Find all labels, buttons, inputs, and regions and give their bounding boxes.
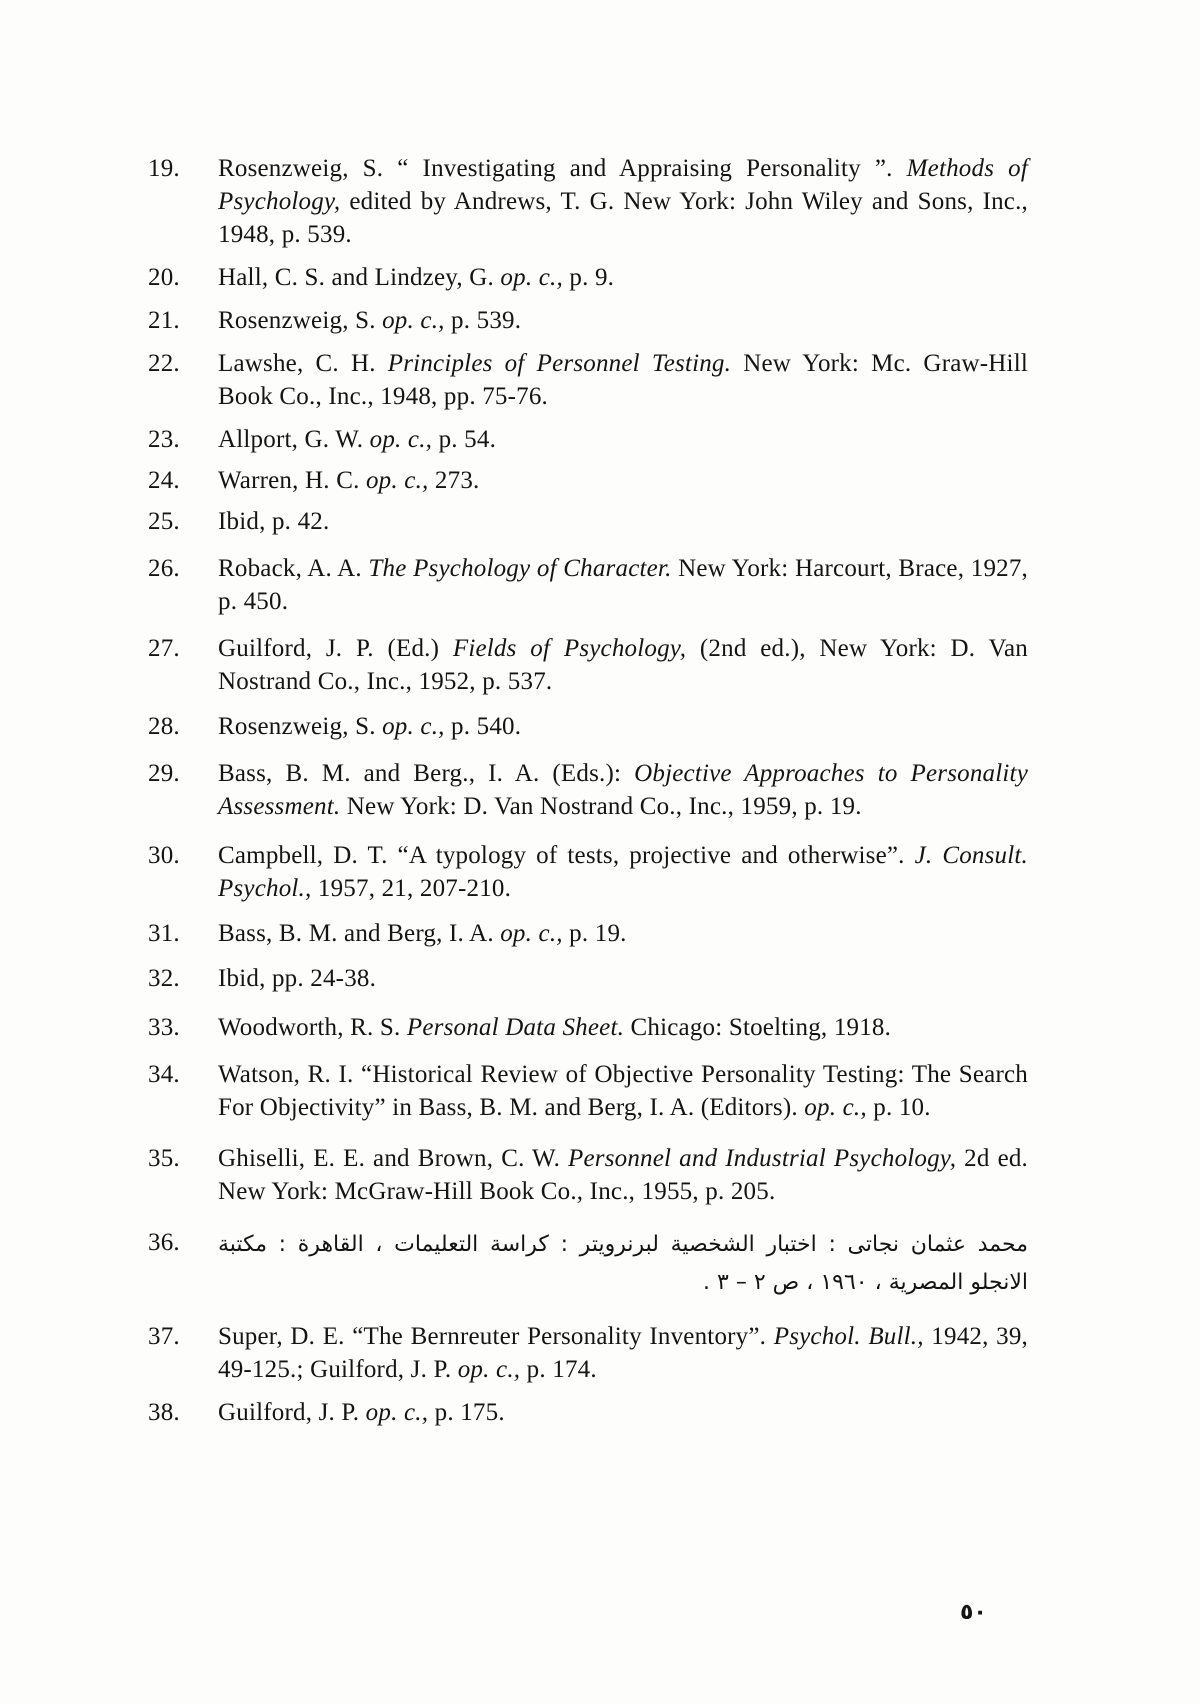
reference-title: Psychol. Bull., <box>773 1323 924 1350</box>
reference-item <box>148 505 1028 538</box>
reference-segment: 1957, 21, 207-210. <box>311 875 512 902</box>
reference-segment: 273. <box>428 467 480 494</box>
reference-text <box>218 962 1028 995</box>
reference-title: Personnel and Industrial Psychology, <box>568 1145 957 1172</box>
reference-segment: Watson, R. I. “Historical Review of Objective Personality Testing: The Search For Objectivity” in Bass, B. M. and Berg, I. A. (Editors). <box>218 1061 1028 1121</box>
reference-number: 34. <box>148 1061 180 1088</box>
reference-title: J. Consult. Psychol., <box>218 842 1029 902</box>
reference-segment: p. 540. <box>444 713 522 740</box>
reference-item <box>148 423 1028 456</box>
reference-segment: p. 10. <box>866 1094 931 1121</box>
reference-number: 21. <box>148 307 180 334</box>
reference-segment: Super, D. E. “The Bernreuter Personality Inventory”. <box>218 1323 774 1350</box>
reference-title: op. c., <box>382 307 445 334</box>
reference-item <box>148 1396 1028 1429</box>
reference-number: 26. <box>148 555 180 582</box>
reference-title: Objective Approaches to Personality Assessment. <box>218 760 1028 820</box>
reference-text <box>218 1058 1028 1124</box>
reference-segment: Ibid, p. 42. <box>218 508 330 535</box>
reference-item <box>148 552 1028 618</box>
reference-segment: محمد عثمان نجاتى : اختبار الشخصية لبرنرويتر : كراسة التعليمات ، القاهرة : مكتبة الانجلو المصرية ، ١٩٦٠ ، ص ٢ – ٣ . <box>218 1232 1028 1295</box>
reference-number: 35. <box>148 1145 180 1172</box>
reference-segment: Guilford, J. P. <box>218 1399 366 1426</box>
reference-segment: 2d ed. New York: McGraw-Hill Book Co., Inc., 1955, p. 205. <box>218 1145 1029 1205</box>
reference-segment: New York: D. Van Nostrand Co., Inc., 1959, p. 19. <box>340 793 862 820</box>
reference-number: 37. <box>148 1323 180 1350</box>
reference-segment: Roback, A. A. <box>218 555 369 582</box>
reference-segment: Chicago: Stoelting, 1918. <box>624 1014 892 1041</box>
reference-text <box>218 1320 1028 1386</box>
reference-text <box>218 839 1028 905</box>
reference-text <box>218 1011 1028 1044</box>
reference-segment: Guilford, J. P. (Ed.) <box>218 635 453 662</box>
reference-number: 20. <box>148 264 180 291</box>
reference-item <box>148 757 1028 823</box>
reference-item <box>148 1320 1028 1386</box>
reference-text-arabic <box>218 1226 1028 1302</box>
reference-number: 24. <box>148 467 180 494</box>
reference-title: op. c., <box>382 713 445 740</box>
reference-title: Fields of Psychology, <box>452 635 687 662</box>
reference-title: op. c., <box>804 1094 867 1121</box>
reference-segment: Allport, G. W. <box>218 426 370 453</box>
reference-list <box>148 142 1028 1429</box>
reference-segment: Ibid, pp. 24-38. <box>218 965 377 992</box>
reference-segment: New York: Mc. Graw-Hill Book Co., Inc., 1948, pp. 75-76. <box>218 350 1028 410</box>
reference-title: Principles of Personnel Testing. <box>387 350 732 377</box>
reference-item <box>148 1058 1028 1124</box>
reference-title: The Psychology of Character. <box>368 555 672 582</box>
reference-number: 23. <box>148 426 180 453</box>
reference-text <box>218 261 1028 294</box>
reference-number: 32. <box>148 965 180 992</box>
reference-item <box>148 347 1028 413</box>
reference-text <box>218 710 1028 743</box>
reference-item <box>148 632 1028 698</box>
reference-segment: Rosenzweig, S. “ Investigating and Appraising Personality ”. <box>218 155 907 182</box>
reference-number: 31. <box>148 920 180 947</box>
reference-item <box>148 839 1028 905</box>
reference-item <box>148 261 1028 294</box>
reference-segment: Bass, B. M. and Berg., I. A. (Eds.): <box>218 760 635 787</box>
reference-number: 25. <box>148 508 180 535</box>
reference-segment: Rosenzweig, S. <box>218 713 383 740</box>
reference-item <box>148 304 1028 337</box>
reference-segment: p. 19. <box>562 920 627 947</box>
reference-number: 22. <box>148 350 180 377</box>
reference-segment: Bass, B. M. and Berg, I. A. <box>218 920 501 947</box>
reference-segment: p. 9. <box>562 264 615 291</box>
reference-text <box>218 464 1028 497</box>
reference-segment: Woodworth, R. S. <box>218 1014 407 1041</box>
reference-text <box>218 304 1028 337</box>
reference-text <box>218 757 1028 823</box>
reference-segment: p. 175. <box>428 1399 505 1426</box>
reference-item <box>148 710 1028 743</box>
reference-segment: (2nd ed.), New York: D. Van Nostrand Co., Inc., 1952, p. 537. <box>218 635 1028 695</box>
reference-number: 19. <box>148 155 180 182</box>
reference-item <box>148 1142 1028 1208</box>
reference-text <box>218 1396 1028 1429</box>
reference-text <box>218 1142 1028 1208</box>
reference-text <box>218 152 1028 251</box>
reference-title: Methods of Psychology, <box>218 155 1028 215</box>
reference-number: 29. <box>148 760 180 787</box>
reference-text <box>218 552 1028 618</box>
reference-title: op. c., <box>369 426 433 453</box>
reference-segment: Warren, H. C. <box>218 467 366 494</box>
reference-segment: Campbell, D. T. “A typology of tests, projective and otherwise”. <box>218 842 915 869</box>
reference-title: Personal Data Sheet. <box>406 1014 625 1041</box>
reference-segment: Rosenzweig, S. <box>218 307 383 334</box>
reference-segment: 1942, 39, 49-125.; Guilford, J. P. <box>218 1323 1028 1383</box>
reference-segment: Lawshe, C. H. <box>218 350 388 377</box>
reference-text <box>218 505 1028 538</box>
reference-title: op. c., <box>365 467 429 494</box>
reference-number: 36. <box>148 1229 180 1256</box>
reference-segment: edited by Andrews, T. G. New York: John Wiley and Sons, Inc., 1948, p. 539. <box>218 188 1028 248</box>
reference-segment: Hall, C. S. and Lindzey, G. <box>218 264 501 291</box>
reference-title: op. c., <box>365 1399 429 1426</box>
reference-segment: Ghiselli, E. E. and Brown, C. W. <box>218 1145 569 1172</box>
reference-item <box>148 1226 1028 1302</box>
reference-segment: p. 54. <box>432 426 497 453</box>
page-number: ٥٠ <box>960 1600 987 1625</box>
reference-number: 28. <box>148 713 180 740</box>
reference-text <box>218 632 1028 698</box>
reference-number: 30. <box>148 842 180 869</box>
reference-segment: New York: Harcourt, Brace, 1927, p. 450. <box>218 555 1028 615</box>
reference-item <box>148 152 1028 251</box>
reference-item <box>148 962 1028 995</box>
reference-text <box>218 347 1028 413</box>
reference-number: 38. <box>148 1399 180 1426</box>
reference-item <box>148 917 1028 950</box>
reference-title: op. c., <box>457 1356 521 1383</box>
reference-text <box>218 423 1028 456</box>
reference-number: 27. <box>148 635 180 662</box>
reference-item <box>148 464 1028 497</box>
reference-segment: p. 539. <box>444 307 522 334</box>
reference-segment: p. 174. <box>520 1356 597 1383</box>
reference-item <box>148 1011 1028 1044</box>
reference-number: 33. <box>148 1014 180 1041</box>
reference-title: op. c., <box>500 920 563 947</box>
reference-title: op. c., <box>500 264 563 291</box>
reference-text <box>218 917 1028 950</box>
